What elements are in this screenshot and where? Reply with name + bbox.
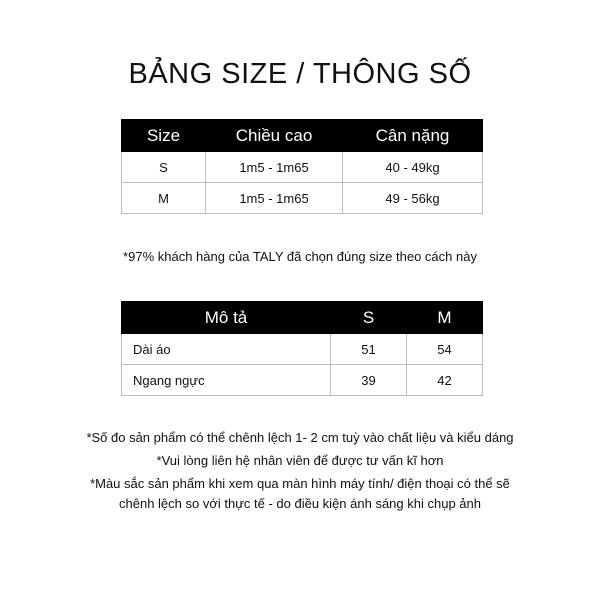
contact-note: *Vui lòng liên hệ nhân viên để được tư vấn kĩ hơn [156, 453, 444, 468]
height-cell: 1m5 - 1m65 [206, 183, 343, 214]
size-s-cell: 39 [331, 365, 407, 396]
table-row [122, 334, 483, 365]
accuracy-note: *97% khách hàng của TALY đã chọn đúng size theo cách này [123, 249, 477, 264]
weight-cell: 49 - 56kg [343, 183, 483, 214]
color-variance-note [0, 474, 600, 514]
measurement-table-header-row [122, 302, 483, 334]
size-table-header-row [122, 120, 483, 152]
weight-cell: 40 - 49kg [343, 152, 483, 183]
table-row [122, 365, 483, 396]
weight-header: Cân nặng [343, 120, 483, 152]
size-cell: M [122, 183, 206, 214]
size-cell: S [122, 152, 206, 183]
size-m-cell: 42 [407, 365, 483, 396]
measurement-variance-note: *Số đo sản phẩm có thể chênh lệch 1- 2 cm tuỳ vào chất liệu và kiểu dáng [86, 430, 514, 445]
size-header: Size [122, 120, 206, 152]
page-title: BẢNG SIZE / THÔNG SỐ [128, 58, 472, 90]
color-note-line-2: chênh lệch so với thực tế - do điều kiện ánh sáng khi chụp ảnh [119, 496, 481, 511]
measurement-table [121, 301, 483, 396]
size-table [121, 119, 483, 214]
size-s-cell: 51 [331, 334, 407, 365]
size-m-header: M [407, 302, 483, 334]
size-m-cell: 54 [407, 334, 483, 365]
size-s-header: S [331, 302, 407, 334]
height-cell: 1m5 - 1m65 [206, 152, 343, 183]
table-row [122, 183, 483, 214]
color-note-line-1: *Màu sắc sản phẩm khi xem qua màn hình máy tính/ điện thoại có thể sẽ [90, 476, 510, 491]
description-cell: Dài áo [122, 334, 331, 365]
description-cell: Ngang ngực [122, 365, 331, 396]
table-row [122, 152, 483, 183]
height-header: Chiều cao [206, 120, 343, 152]
description-header: Mô tả [122, 302, 331, 334]
